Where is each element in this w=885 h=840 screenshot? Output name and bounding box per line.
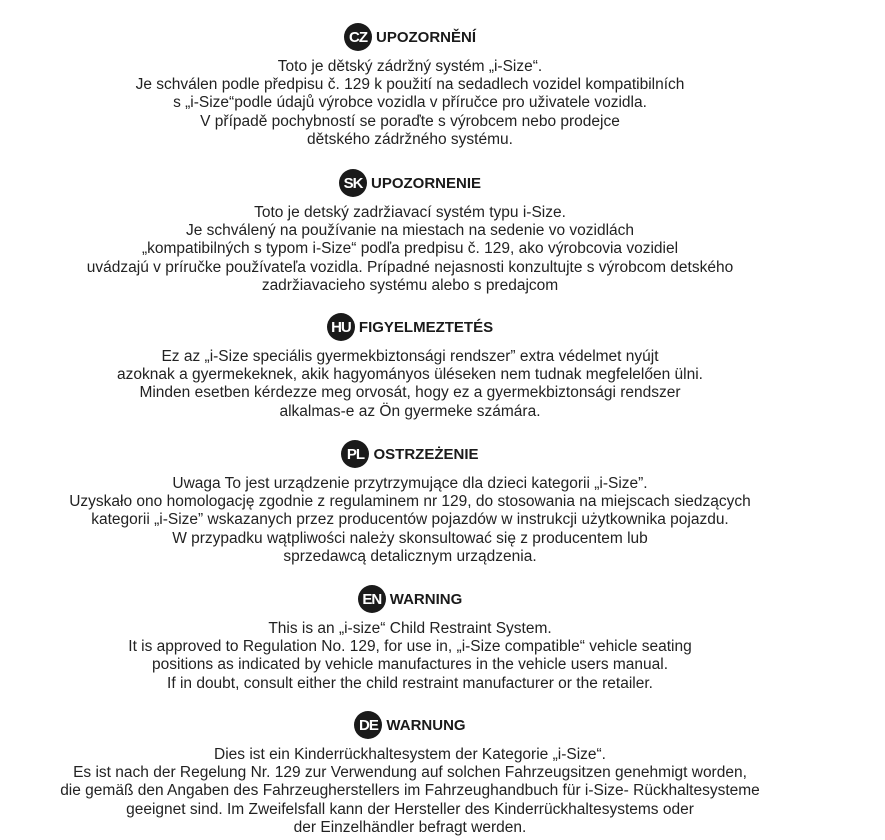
section-title: WARNUNG [386, 716, 466, 734]
section-title: FIGYELMEZTETÉS [358, 318, 494, 336]
warning-section-sk [0, 168, 820, 295]
section-body [0, 746, 820, 837]
section-title: UPOZORNĚNÍ [375, 28, 476, 46]
body-line: sprzedawcą detalicznym urządzenia. [283, 547, 537, 565]
body-line: Uwaga To jest urządzenie przytrzymujące dla dzieci kategorii „i-Size”. [172, 475, 648, 492]
section-body [0, 204, 820, 295]
body-line: Toto je dětský zádržný systém „i-Size“. [277, 58, 543, 75]
section-title: WARNING [389, 590, 463, 608]
warning-section-cz [0, 22, 820, 149]
language-badge: CZ [344, 23, 372, 51]
section-header [0, 168, 820, 198]
warning-section-pl [0, 439, 820, 566]
body-line: die gemäß den Angaben des Fahrzeugherstellers im Fahrzeughandbuch für i-Size- Rückhaltesysteme [60, 782, 760, 800]
section-body [0, 348, 820, 421]
section-body [0, 58, 820, 149]
body-line: Ez az „i-Size speciális gyermekbiztonsági rendszer” extra védelmet nyújt [161, 348, 659, 365]
section-body [0, 620, 820, 693]
section-header [0, 439, 820, 469]
section-body [0, 475, 820, 566]
language-badge: DE [354, 711, 382, 739]
body-line: Dies ist ein Kinderrückhaltesystem der Kategorie „i-Size“. [214, 746, 606, 763]
body-line: Es ist nach der Regelung Nr. 129 zur Verwendung auf solchen Fahrzeugsitzen genehmigt worden, [73, 764, 747, 782]
warning-section-de [0, 710, 820, 837]
body-line: s „i-Size“podle údajů výrobce vozidla v příručce pro uživatele vozidla. [173, 94, 647, 112]
body-line: This is an „i-size“ Child Restraint System. [268, 620, 552, 637]
language-badge: PL [341, 440, 369, 468]
warning-section-en [0, 584, 820, 693]
body-line: W przypadku wątpliwości należy skonsultować się z producentem lub [172, 529, 648, 547]
body-line: azoknak a gyermekeknek, akik hagyományos üléseken nem tudnak megfelelően ülni. [117, 366, 703, 384]
section-header [0, 584, 820, 614]
body-line: „kompatibilných s typom i-Size“ podľa predpisu č. 129, ako výrobcovia vozidiel [141, 240, 679, 258]
body-line: Minden esetben kérdezze meg orvosát, hogy ez a gyermekbiztonsági rendszer [139, 384, 681, 402]
body-line: zadržiavacieho systému alebo s predajcom [261, 276, 559, 294]
section-header [0, 312, 820, 342]
body-line: Toto je detský zadržiavací systém typu i-Size. [254, 204, 566, 221]
warning-section-hu [0, 312, 820, 421]
language-badge: HU [327, 313, 355, 341]
body-line: alkalmas-e az Ön gyermeke számára. [279, 402, 541, 420]
body-line: If in doubt, consult either the child restraint manufacturer or the retailer. [167, 674, 653, 692]
body-line: der Einzelhändler befragt werden. [293, 818, 527, 836]
section-title: OSTRZEŻENIE [373, 445, 479, 463]
body-line: Je schválen podle předpisu č. 129 k použití na sedadlech vozidel kompatibilních [135, 76, 685, 94]
body-line: It is approved to Regulation No. 129, for use in, „i-Size compatible“ vehicle seating [128, 638, 692, 656]
body-line: Je schválený na používanie na miestach na sedenie vo vozidlách [185, 222, 635, 240]
body-line: kategorii „i-Size” wskazanych przez producentów pojazdów w instrukcji użytkownika pojazdu. [91, 511, 729, 529]
body-line: uvádzajú v príručke používateľa vozidla. Prípadné nejasnosti konzultujte s výrobcom detského [86, 258, 734, 276]
body-line: geeignet sind. Im Zweifelsfall kann der Hersteller des Kinderrückhaltesystems oder [126, 800, 694, 818]
section-title: UPOZORNENIE [370, 174, 481, 192]
section-header [0, 22, 820, 52]
language-badge: EN [358, 585, 386, 613]
language-badge: SK [339, 169, 367, 197]
body-line: V případě pochybností se poraďte s výrobcem nebo prodejce [200, 112, 620, 130]
body-line: positions as indicated by vehicle manufactures in the vehicle users manual. [151, 656, 669, 674]
body-line: Uzyskało ono homologację zgodnie z regulaminem nr 129, do stosowania na miejscach siedzących [69, 493, 751, 511]
body-line: dětského zádržného systému. [307, 130, 513, 148]
section-header [0, 710, 820, 740]
